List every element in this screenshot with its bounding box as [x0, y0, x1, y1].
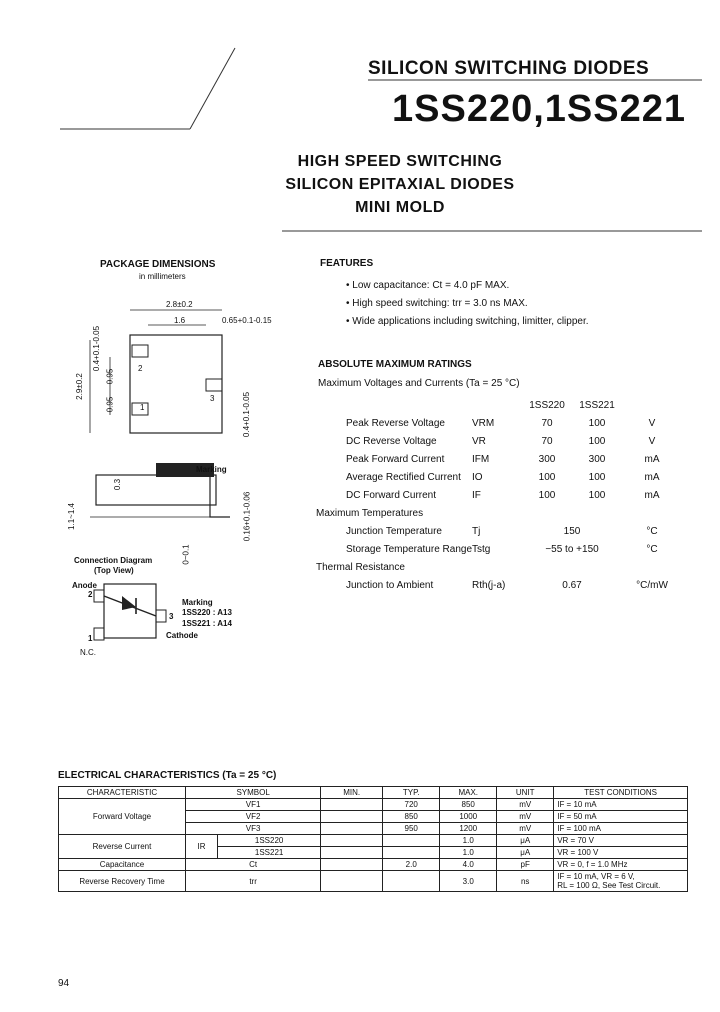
rating-value: 150 [563, 525, 581, 537]
char-min [321, 859, 383, 871]
connection-diagram [88, 582, 178, 652]
rating-name: Peak Reverse Voltage [346, 417, 445, 429]
part-numbers: 1SS220,1SS221 [392, 88, 687, 130]
char-cond [554, 871, 688, 892]
subtitle-line2: SILICON EPITAXIAL DIODES [285, 176, 515, 193]
char-name: Reverse Current [59, 835, 186, 859]
char-unit: mV [497, 799, 554, 811]
abs-max-subtitle: Maximum Voltages and Currents (Ta = 25 °C) [318, 378, 520, 389]
connection-title: Connection Diagram [74, 556, 153, 565]
dim-height: 2.9±0.2 [74, 373, 84, 400]
electrical-table [58, 786, 688, 892]
feature-text: Wide applications including switching, limitter, clipper. [352, 316, 589, 327]
col-header: MIN. [321, 787, 383, 799]
table-row [59, 835, 688, 847]
rating-name: Junction Temperature [346, 525, 442, 537]
char-part: 1SS221 [218, 847, 321, 859]
feature-item: • High speed switching: trr = 3.0 ns MAX. [346, 298, 528, 309]
dim-lead-w1: 0.4+0.1-0.05 [92, 325, 102, 372]
rating-name: Average Rectified Current [346, 471, 461, 483]
rating-unit: V [648, 435, 656, 447]
col-header: SYMBOL [186, 787, 321, 799]
rating-unit: mA [644, 489, 660, 501]
dim-width: 2.8±0.2 [166, 300, 193, 309]
marking-1ss221: 1SS221 : A14 [182, 619, 232, 628]
char-max: 1.0 [440, 847, 497, 859]
rating-unit: V [648, 417, 656, 429]
feature-text: Low capacitance: Ct = 4.0 pF MAX. [352, 280, 510, 291]
char-unit: μA [497, 835, 554, 847]
char-min [321, 835, 383, 847]
col-header: UNIT [497, 787, 554, 799]
char-typ [383, 835, 440, 847]
dim-lead-w2: 0.4+0.1-0.05 [242, 391, 252, 438]
rating-name: Peak Forward Current [346, 453, 445, 465]
rating-v2: 100 [588, 435, 606, 447]
abs-max-table [316, 396, 682, 594]
char-symbol: VF3 [186, 823, 321, 835]
char-cond-line2: RL = 100 Ω, See Test Circuit. [557, 881, 661, 890]
marking-1ss220: 1SS220 : A13 [182, 608, 232, 617]
char-typ: 850 [383, 811, 440, 823]
rating-value: 0.67 [562, 579, 582, 591]
marking-label: Marking [196, 465, 227, 474]
page-number: 94 [58, 978, 70, 989]
rating-symbol: Tstg [472, 543, 491, 555]
char-cond: IF = 10 mA [554, 799, 688, 811]
feature-item: • Wide applications including switching, limitter, clipper. [346, 316, 589, 327]
char-min [321, 811, 383, 823]
rating-v1: 100 [538, 471, 556, 483]
anode-label: Anode [72, 581, 97, 590]
table-row [316, 540, 682, 558]
cathode-label: Cathode [166, 631, 198, 640]
temp-title: Maximum Temperatures [316, 507, 424, 519]
char-symbol: trr [186, 871, 321, 892]
rating-symbol: Rth(j-a) [472, 579, 506, 591]
char-part: 1SS220 [218, 835, 321, 847]
rating-symbol: IO [472, 471, 483, 483]
char-name: Capacitance [59, 859, 186, 871]
char-unit: μA [497, 847, 554, 859]
rating-v2: 100 [588, 471, 606, 483]
col-header: TYP. [383, 787, 440, 799]
package-title: PACKAGE DIMENSIONS [100, 259, 216, 270]
char-min [321, 847, 383, 859]
subtitle-line3: MINI MOLD [355, 199, 445, 216]
col-header: TEST CONDITIONS [554, 787, 688, 799]
pin-label-3: 3 [210, 394, 215, 403]
dim-pitch: 1.6 [174, 316, 186, 325]
series-title: SILICON SWITCHING DIODES [368, 58, 650, 79]
char-typ: 950 [383, 823, 440, 835]
table-row [59, 859, 688, 871]
conn-pin-1: 1 [88, 634, 93, 643]
dim-standoff: 0~0.1 [181, 544, 191, 565]
char-min [321, 871, 383, 892]
rating-name: DC Forward Current [346, 489, 437, 501]
dim-total-h: 1.1~1.4 [66, 503, 76, 530]
table-row [316, 486, 682, 504]
marking-title: Marking [182, 598, 213, 607]
rating-name: Storage Temperature Range [346, 543, 473, 555]
char-typ [383, 871, 440, 892]
dim-lead-thk: 0.16+0.1-0.06 [242, 491, 252, 542]
char-max: 1000 [440, 811, 497, 823]
rating-v2: 100 [588, 489, 606, 501]
char-typ: 2.0 [383, 859, 440, 871]
col-header: CHARACTERISTIC [59, 787, 186, 799]
rating-v2: 300 [588, 453, 606, 465]
char-unit: pF [497, 859, 554, 871]
char-max: 850 [440, 799, 497, 811]
rating-name: DC Reverse Voltage [346, 435, 437, 447]
abs-max-title: ABSOLUTE MAXIMUM RATINGS [318, 359, 472, 370]
char-cond: VR = 100 V [554, 847, 688, 859]
table-row [316, 504, 682, 522]
col-header: 1SS220 [529, 399, 565, 411]
char-cond: IF = 100 mA [554, 823, 688, 835]
pin-label-1: 1 [140, 403, 145, 412]
table-row [316, 414, 682, 432]
pin-label-2: 2 [138, 364, 143, 373]
char-name: Reverse Recovery Time [59, 871, 186, 892]
char-min [321, 799, 383, 811]
features-title: FEATURES [320, 258, 374, 269]
rating-symbol: VR [472, 435, 486, 447]
rating-v1: 100 [538, 489, 556, 501]
rating-unit: mA [644, 471, 660, 483]
feature-item: • Low capacitance: Ct = 4.0 pF MAX. [346, 280, 510, 291]
char-cond: IF = 50 mA [554, 811, 688, 823]
rating-unit: mA [644, 453, 660, 465]
conn-pin-3: 3 [169, 612, 174, 621]
col-header: 1SS221 [579, 399, 615, 411]
rating-v2: 100 [588, 417, 606, 429]
table-row [316, 576, 682, 594]
char-max: 3.0 [440, 871, 497, 892]
char-unit: mV [497, 823, 554, 835]
rating-v1: 300 [538, 453, 556, 465]
dim-marking-h: 0.3 [113, 478, 123, 491]
nc-label: N.C. [80, 648, 96, 657]
char-symbol: IR [186, 835, 218, 859]
rating-symbol: IF [472, 489, 481, 501]
rating-name: Junction to Ambient [346, 579, 434, 591]
rating-v1: 70 [541, 435, 553, 447]
rating-unit: °C [646, 525, 658, 537]
dim-lead-len: 0.65+0.1-0.15 [222, 316, 272, 325]
rating-symbol: IFM [472, 453, 490, 465]
char-symbol: Ct [186, 859, 321, 871]
char-max: 1200 [440, 823, 497, 835]
char-cond: VR = 70 V [554, 835, 688, 847]
table-row [316, 468, 682, 486]
char-name: Forward Voltage [59, 799, 186, 835]
table-row [316, 396, 682, 414]
dim-pin-pitch-1: 0.95 [105, 368, 115, 385]
char-unit: mV [497, 811, 554, 823]
rating-symbol: VRM [472, 417, 495, 429]
thermal-title: Thermal Resistance [316, 561, 405, 573]
char-max: 4.0 [440, 859, 497, 871]
table-row [316, 558, 682, 576]
dim-pin-pitch-2: 0.95 [105, 396, 115, 413]
char-cond: VR = 0, f = 1.0 MHz [554, 859, 688, 871]
char-symbol: VF1 [186, 799, 321, 811]
feature-text: High speed switching: trr = 3.0 ns MAX. [352, 298, 528, 309]
rating-unit: °C [646, 543, 658, 555]
col-header: MAX. [440, 787, 497, 799]
table-row [316, 450, 682, 468]
char-max: 1.0 [440, 835, 497, 847]
connection-subtitle: (Top View) [94, 566, 134, 575]
char-min [321, 823, 383, 835]
char-typ [383, 847, 440, 859]
table-row [316, 522, 682, 540]
char-cond-line1: IF = 10 mA, VR = 6 V, [557, 872, 635, 881]
char-typ: 720 [383, 799, 440, 811]
rating-symbol: Tj [472, 525, 481, 537]
rating-v1: 70 [541, 417, 553, 429]
table-header [59, 787, 688, 799]
subtitle-line1: HIGH SPEED SWITCHING [297, 153, 503, 170]
table-row [59, 871, 688, 892]
electrical-title: ELECTRICAL CHARACTERISTICS (Ta = 25 °C) [58, 770, 277, 781]
char-unit: ns [497, 871, 554, 892]
package-units: in millimeters [139, 272, 186, 281]
conn-pin-2: 2 [88, 590, 93, 599]
table-row [59, 799, 688, 811]
char-symbol: VF2 [186, 811, 321, 823]
table-row [316, 432, 682, 450]
rating-value: −55 to +150 [545, 543, 599, 555]
rating-unit: °C/mW [636, 579, 668, 591]
